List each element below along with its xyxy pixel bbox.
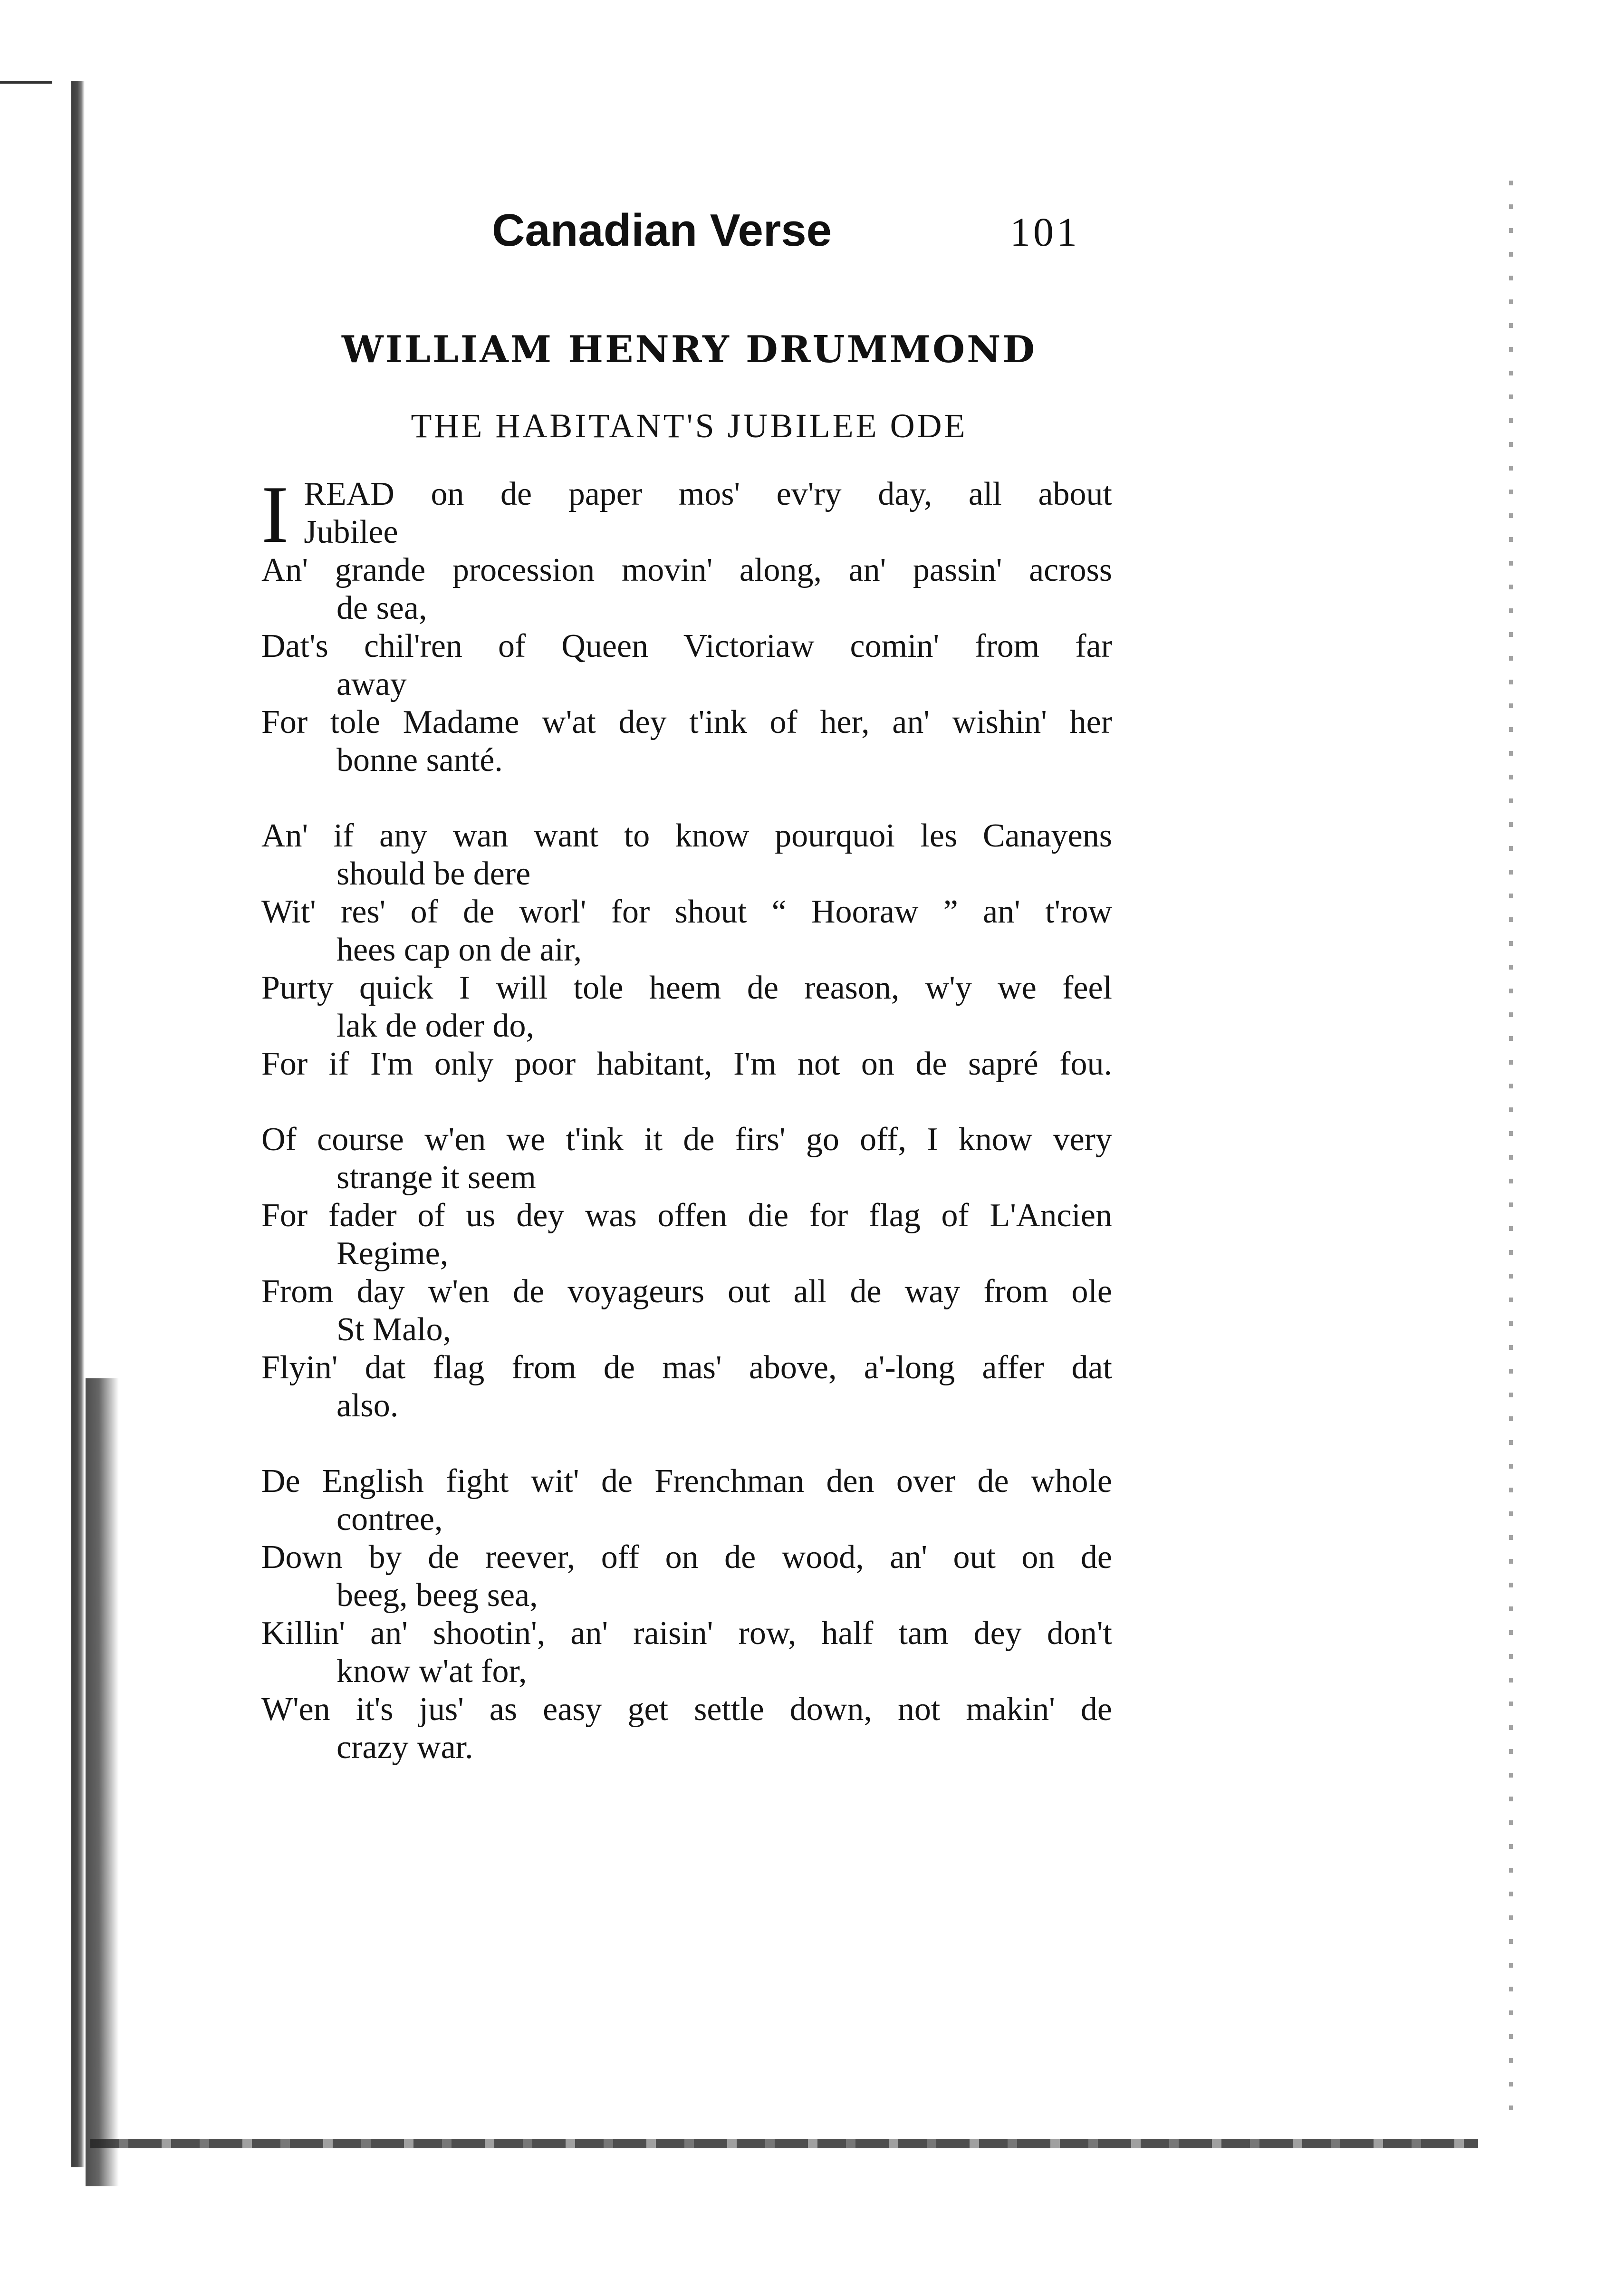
verse-text: Wit' res' of de worl' for shout “ Hooraw ” an' t'row [261,894,1112,930]
author-heading: WILLIAM HENRY DRUMMOND [341,328,1037,371]
verse-text: An' grande procession movin' along, an' passin' across [261,552,1112,588]
verse-continuation: St Malo, [336,1311,452,1348]
stanza [261,817,1112,1083]
verse-line [261,1121,1112,1197]
verse-text: From day w'en de voyageurs out all de way from ole [261,1273,1112,1310]
stanza [261,1462,1112,1767]
verse-continuation: beeg, beeg sea, [336,1577,538,1614]
verse-text: For fader of us dey was offen die for flag of L'Ancien [261,1197,1112,1234]
verse-continuation: know w'at for, [336,1653,527,1690]
verse-continuation: de sea, [336,590,427,626]
verse-line [261,817,1112,893]
verse-continuation: contree, [336,1501,443,1538]
verse-text: Flyin' dat flag from de mas' above, a'-long affer dat [261,1349,1112,1386]
verse-line [261,1691,1112,1767]
verse-continuation: strange it seem [336,1159,536,1196]
verse-line [261,893,1112,969]
verse-text: Dat's chil'ren of Queen Victoriaw comin' from far [261,628,1112,664]
verse-line [261,1615,1112,1691]
verse-continuation: lak de oder do, [336,1008,534,1044]
verse-line [261,969,1112,1045]
verse-text: For tole Madame w'at dey t'ink of her, an' wishin' her [261,704,1112,740]
verse-text: W'en it's jus' as easy get settle down, not makin' de [261,1691,1112,1728]
verse-continuation: should be dere [336,856,531,892]
verse-text: Purty quick I will tole heem de reason, w'y we feel [261,970,1112,1006]
verse-line [261,1349,1112,1425]
verse-continuation: crazy war. [336,1729,473,1766]
verse-line [261,1462,1112,1538]
scan-mark [0,81,52,84]
verse-text: De English fight wit' de Frenchman den over de whole [261,1463,1112,1500]
verse-text: Killin' an' shootin', an' raisin' row, half tam dey don't [261,1615,1112,1652]
verse-continuation: away [336,666,407,702]
verse-line [261,1045,1112,1083]
verse-line [261,470,1112,560]
verse-continuation: bonne santé. [336,742,503,779]
scan-page-edge [1509,181,1513,2120]
verse-line [261,703,1112,779]
verse-continuation: Jubilee [304,514,398,550]
stanza [261,470,1112,779]
verse-continuation: hees cap on de air, [336,932,582,968]
verse-line [261,1538,1112,1615]
verse-line [261,1197,1112,1273]
verse-text: Down by de reever, off on de wood, an' out on de [261,1539,1112,1576]
verse-text: Of course w'en we t'ink it de firs' go off, I know very [261,1121,1112,1158]
scan-binding-shadow [86,1378,119,2186]
drop-cap: I [261,470,289,560]
stanza [261,1121,1112,1425]
verse-continuation: also. [336,1387,399,1424]
running-head: Canadian Verse [492,205,832,256]
poem-body [261,470,1112,1804]
verse-line [261,551,1112,627]
verse-continuation: Regime, [336,1235,449,1272]
poem-title: THE HABITANT'S JUBILEE ODE [411,407,968,445]
page-number: 101 [1010,209,1080,255]
page-header [492,204,1110,266]
verse-text: An' if any wan want to know pourquoi les Canayens [261,817,1112,854]
verse-text: READ on de paper mos' ev'ry day, all about [304,476,1112,512]
scan-binding-shadow [71,81,85,2167]
verse-line [261,1273,1112,1349]
verse-text: For if I'm only poor habitant, I'm not on de sapré fou. [261,1046,1112,1082]
scan-page-edge [90,2139,1478,2148]
verse-line [261,627,1112,703]
